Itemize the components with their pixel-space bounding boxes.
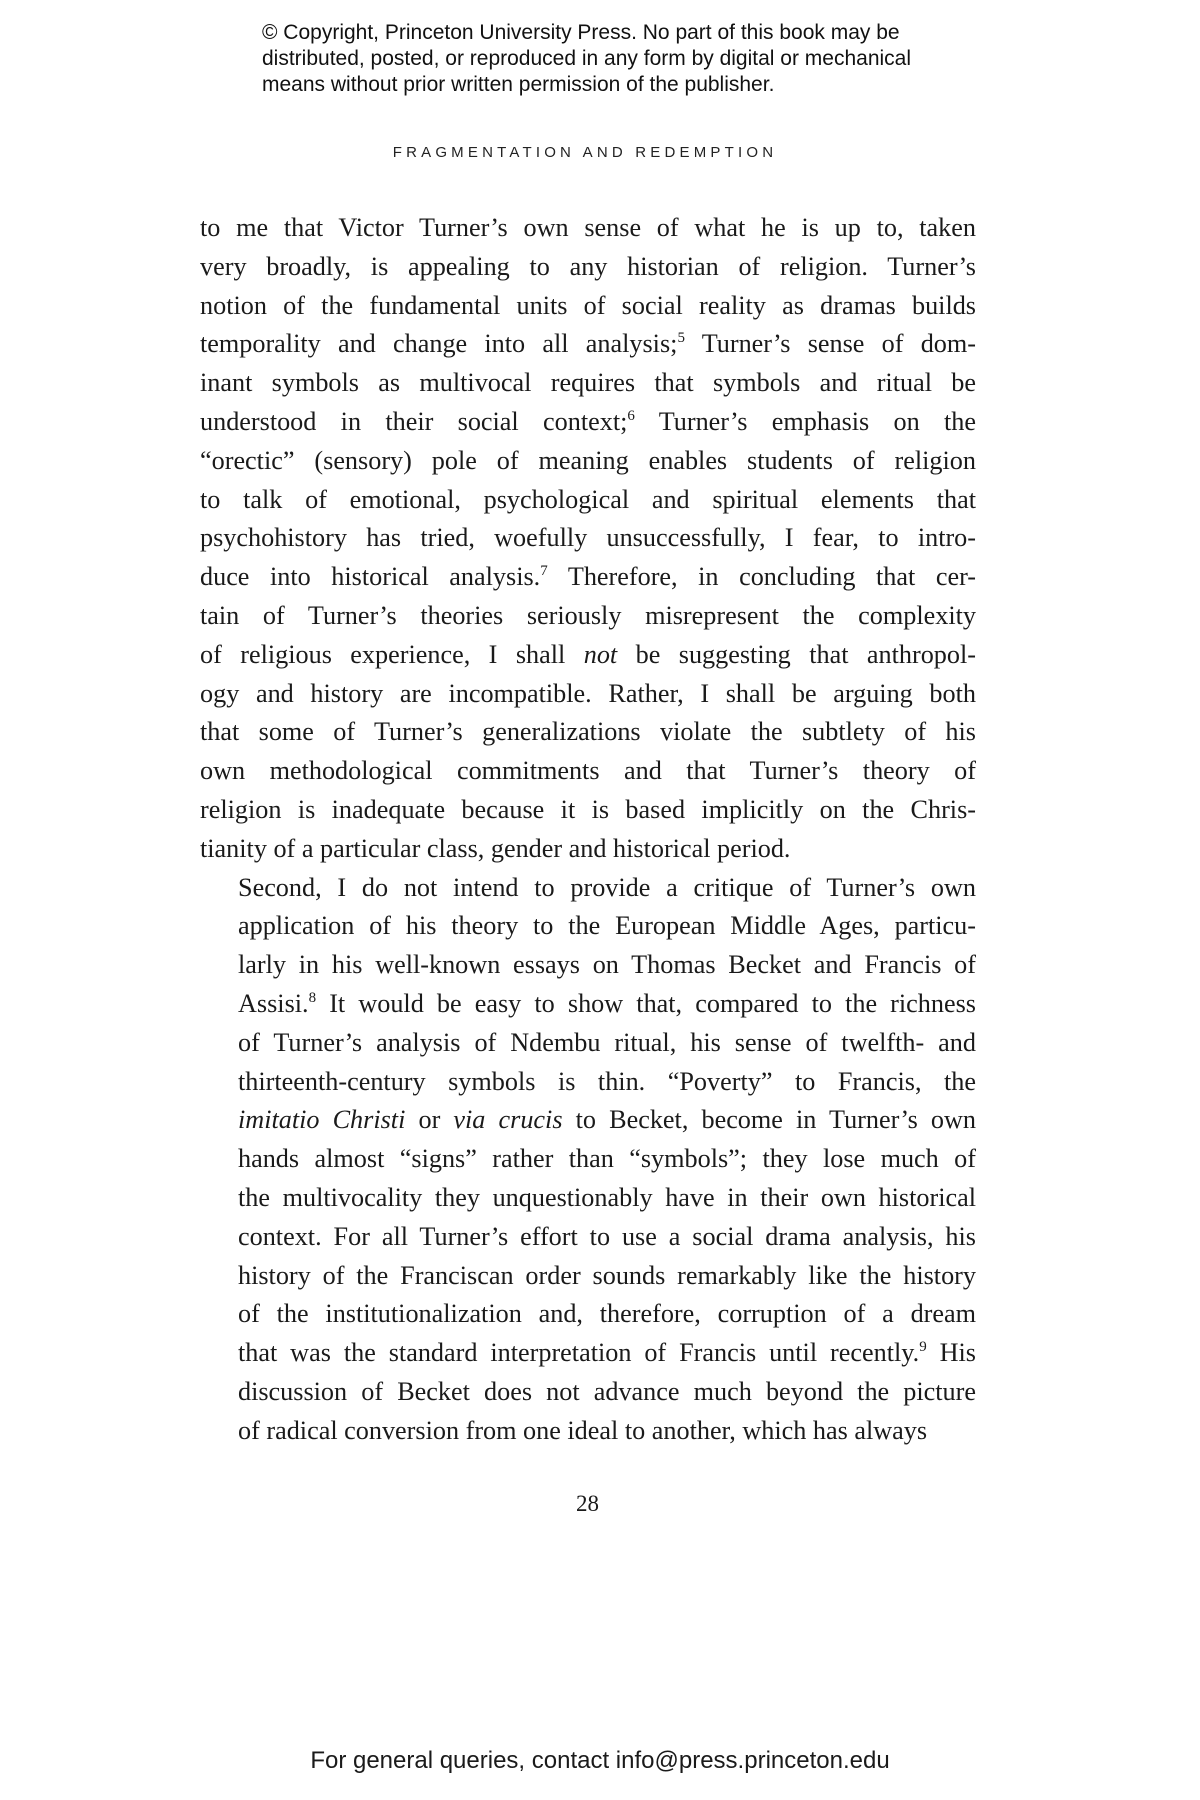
text-line: of the institutionalization and, therefore, corruption of a dream xyxy=(238,1299,976,1329)
paragraph xyxy=(200,209,976,869)
text-line: psychohistory has tried, woefully unsuccessfully, I fear, to intro- xyxy=(200,523,976,553)
footnote-ref: 8 xyxy=(308,989,317,1006)
italic-text: not xyxy=(583,639,618,669)
copyright-line: distributed, posted, or reproduced in any form by digital or mechanical xyxy=(262,47,912,70)
text-line: application of his theory to the European Middle Ages, particu- xyxy=(238,911,976,941)
text-line: tain of Turner’s theories seriously misrepresent the complexity xyxy=(200,600,976,630)
text-line: the multivocality they unquestionably have in their own historical xyxy=(238,1182,976,1212)
text-line: imitatio Christi or via crucis to Becket, become in Turner’s own xyxy=(238,1105,976,1135)
text-line: ogy and history are incompatible. Rather, I shall be arguing both xyxy=(200,678,976,708)
text-line: context. For all Turner’s effort to use a social drama analysis, his xyxy=(238,1221,976,1251)
footnote-ref: 9 xyxy=(919,1339,927,1356)
text-line: notion of the fundamental units of social reality as dramas builds xyxy=(200,290,976,320)
copyright-notice xyxy=(262,20,1022,98)
text-line: of Turner’s analysis of Ndembu ritual, his sense of twelfth- and xyxy=(238,1027,976,1057)
text-line: duce into historical analysis.$^7$ Therefore, in concluding that cer- xyxy=(200,562,976,592)
text-line: that some of Turner’s generalizations violate the subtlety of his xyxy=(200,717,976,747)
footnote-ref: 5 xyxy=(677,330,685,347)
text-line: discussion of Becket does not advance much beyond the picture xyxy=(238,1376,976,1406)
text-line: very broadly, is appealing to any historian of religion. Turner’s xyxy=(200,251,976,281)
footnote-ref: 7 xyxy=(540,563,548,580)
text-line: tianity of a particular class, gender and historical period. xyxy=(200,833,791,863)
text-line: understood in their social context;$^6$ Turner’s emphasis on the xyxy=(200,406,977,436)
italic-text: imitatio Christi xyxy=(238,1105,406,1135)
footnote-ref: 6 xyxy=(627,407,635,424)
italic-text: via crucis xyxy=(453,1105,563,1135)
text-line: of religious experience, I shall not be suggesting that anthropol- xyxy=(200,639,976,669)
copyright-line: means without prior written permission of the publisher. xyxy=(262,73,775,96)
text-line: Second, I do not intend to provide a critique of Turner’s own xyxy=(238,872,976,902)
footer-contact: For general queries, contact info@press.princeton.edu xyxy=(310,1747,890,1774)
running-head: FRAGMENTATION AND REDEMPTION xyxy=(392,144,778,161)
text-line: Assisi.$^8$ It would be easy to show that, compared to the richness xyxy=(238,988,976,1018)
paragraph xyxy=(200,869,976,1451)
text-line: history of the Franciscan order sounds remarkably like the history xyxy=(238,1260,976,1290)
text-line: religion is inadequate because it is based implicitly on the Chris- xyxy=(200,794,976,824)
text-line: thirteenth-century symbols is thin. “Poverty” to Francis, the xyxy=(238,1066,976,1096)
text-line: to talk of emotional, psychological and spiritual elements that xyxy=(200,484,976,514)
text-line: temporality and change into all analysis;$^5$ Turner’s sense of dom- xyxy=(200,329,976,359)
text-line: that was the standard interpretation of Francis until recently.$^9$ His xyxy=(238,1338,976,1368)
body-text xyxy=(200,209,976,1451)
text-line: to me that Victor Turner’s own sense of what he is up to, taken xyxy=(200,213,976,242)
text-line: “orectic” (sensory) pole of meaning enables students of religion xyxy=(200,445,976,475)
text-line: hands almost “signs” rather than “symbols”; they lose much of xyxy=(238,1144,976,1174)
text-line: inant symbols as multivocal requires that symbols and ritual be xyxy=(200,368,976,398)
text-line: of radical conversion from one ideal to another, which has always xyxy=(238,1415,928,1445)
text-line: larly in his well-known essays on Thomas Becket and Francis of xyxy=(238,950,976,980)
page-number: 28 xyxy=(576,1491,599,1516)
text-line: own methodological commitments and that Turner’s theory of xyxy=(200,756,976,786)
copyright-line: © Copyright, Princeton University Press. No part of this book may be xyxy=(262,21,900,44)
